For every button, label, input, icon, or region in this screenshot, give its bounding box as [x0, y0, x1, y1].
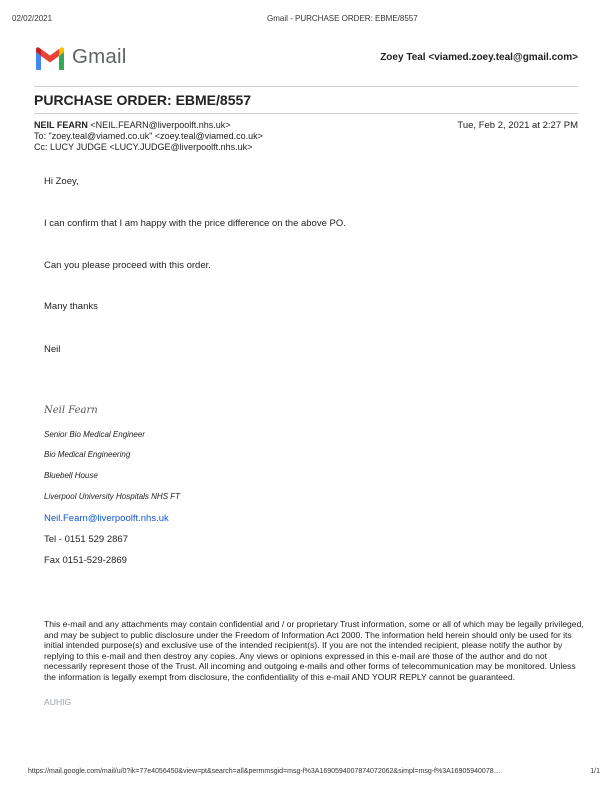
gmail-logo[interactable]: [34, 42, 134, 72]
signature-tel: Tel - 0151 529 2867: [44, 534, 128, 545]
subject-divider: [34, 113, 578, 114]
header-divider: [34, 86, 578, 87]
gmail-m-icon: [34, 46, 66, 70]
page-number: 1/1: [590, 768, 600, 775]
signature-building: Bluebell House: [44, 471, 98, 480]
sender-first-name: Neil: [44, 344, 61, 355]
body-line-2: Can you please proceed with this order.: [44, 260, 211, 271]
signature-title: Senior Bio Medical Engineer: [44, 430, 145, 439]
sender-email: <NEIL.FEARN@liverpoolft.nhs.uk>: [90, 120, 231, 130]
print-date: 02/02/2021: [12, 14, 53, 23]
sender-name: NEIL FEARN: [34, 120, 88, 130]
legal-disclaimer: This e-mail and any attachments may contain confidential and / or proprietary Trust information, some or all of which may be legally privileged, and may be subject to public disclosure under the Freedom of Information Act 2000. The information held herein should only be used for its initial intended purpose(s) and exclusive use of the intended recipient(s). If you are not the intended recipient, please notify the author by replying to this e-mail and then destroy any copies. Any views or opinions expressed in this e-mail are those of the author and do not necessarily represent those of the Trust. All incoming and outgoing e-mails and other forms of telecommunication may be monitored. Unless the information is legally exempt from disclosure, the confidentiality of this e-mail AND YOUR REPLY cannot be guaranteed.: [44, 619, 584, 682]
signature-department: Bio Medical Engineering: [44, 450, 131, 459]
disclaimer-tag: AUHIG: [44, 697, 72, 707]
body-line-1: I can confirm that I am happy with the price difference on the above PO.: [44, 218, 346, 229]
greeting: Hi Zoey,: [44, 176, 79, 187]
print-url: https://mail.google.com/mail/u/0?ik=77e4056450&view=pt&search=all&permmsgid=msg-f%3A1690594007874072062&simpl=msg-f%3A16905940078…: [28, 768, 501, 775]
sender-line: [34, 120, 231, 130]
email-subject: PURCHASE ORDER: EBME/8557: [34, 92, 252, 108]
signature-fax: Fax 0151-529-2869: [44, 555, 127, 566]
closing: Many thanks: [44, 301, 98, 312]
gmail-wordmark: Gmail: [72, 45, 127, 68]
signature-organisation: Liverpool University Hospitals NHS FT: [44, 492, 181, 501]
cc-line: Cc: LUCY JUDGE <LUCY.JUDGE@liverpoolft.nhs.uk>: [34, 142, 253, 152]
print-title: Gmail - PURCHASE ORDER: EBME/8557: [267, 14, 418, 23]
account-name: Zoey Teal <viamed.zoey.teal@gmail.com>: [380, 52, 578, 63]
message-date: Tue, Feb 2, 2021 at 2:27 PM: [457, 120, 578, 131]
signature-email-link[interactable]: Neil.Fearn@liverpoolft.nhs.uk: [44, 513, 169, 524]
signature-name: Neil Fearn: [44, 405, 98, 416]
to-line: To: "zoey.teal@viamed.co.uk" <zoey.teal@viamed.co.uk>: [34, 131, 263, 141]
